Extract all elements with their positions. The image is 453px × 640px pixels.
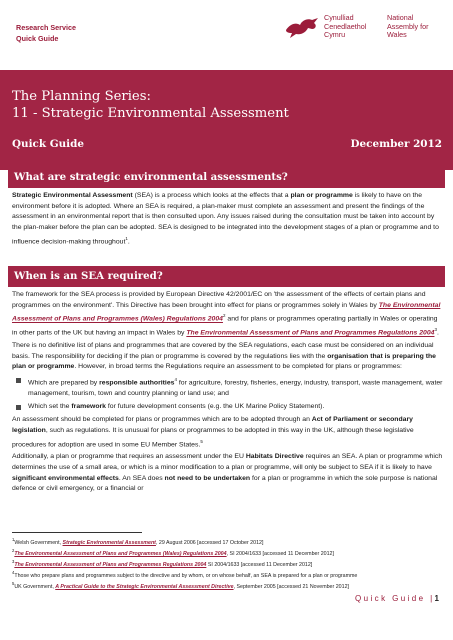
paragraph: The framework for the SEA process is provided by European Directive 42/2001/EC on 'the assessment of the effects of certain plans and programmes on the environment'. This Directive has been brought into effect for plans or programmes solely in Wales by The Environmental Assessment of Plans and Programmes (Wales) Regulations 2004$^2$ and for plans or programmes operating partially in Wales or operating in other parts of the UK but having an impact in Wales by The Environmental Assessment of Plans and Programmes Regulations 2004$^3$. [12,291,441,337]
document-header [0,0,453,64]
footnote-text: Those who prepare plans and programmes subject to the directive and by whom, or on whose behalf, an SEA is prepared for a plan or programme [14,572,358,579]
section-heading-when: When is an SEA required? [8,266,445,287]
footnote-divider [12,532,142,533]
paragraph: Strategic Environmental Assessment (SEA) is a process which looks at the effects that a plan or programme is likely to have on the environment before it is adopted. Where an SEA is required, a plan-maker must complete an assessment and present the findings of the assessment in an environmental report that is then consulted upon. Any issues raised during the consultation must be taken into account by the plan-maker before the plan can be adopted. SEA is designed to be integrated into the development stages of a plan or programme and to influence decision-making throughout$^1$. [12,192,439,246]
paragraph: An assessment should be completed for plans or programmes which are to be adopted through an Act of Parliament or secondary legislation, such as regulations. It is unusual for plans or programmes to be adopted in this way in the UK, although these legislative procedures for adoption are used in some EU Member States.$^5$ [12,416,414,449]
banner-quick-guide-label: Quick Guide [12,138,84,150]
header-service-label [16,22,76,44]
footnote-ref[interactable]: 3 [434,327,437,333]
footnote-number: 4 [12,569,15,575]
page-number: 1 [434,594,439,603]
document-title [12,88,289,122]
regulations-uk-link[interactable]: The Environmental Assessment of Plans and Programmes Regulations 2004 [186,329,435,337]
logo-english-name: National Assembly for Wales [387,13,429,40]
list-item: Which are prepared by responsible authorities$^4$ for agriculture, forestry, fisheries, energy, industry, transport, waste management, water management, tourism, town and country planning or land use; and [12,375,444,400]
footnote-text: , September 2005 [accessed 21 November 2012] [233,583,349,590]
criteria-list [12,375,444,412]
footnote-link[interactable]: A Practical Guide to the Strategic Environmental Assessment Directive [55,583,234,590]
footnote-text: UK Government, [14,583,56,590]
title-line-1: The Planning Series: [12,89,151,104]
regulations-wales-link[interactable]: The Environmental Assessment of Plans and Programmes (Wales) Regulations 2004 [12,301,441,323]
section-heading-what: What are strategic environmental assessments? [8,167,445,188]
footnote-ref[interactable]: 2 [222,313,226,319]
footnote-text: SI 2004/1633 [accessed 11 December 2012] [206,561,313,568]
footnote-item [12,547,442,558]
section-body-what [12,191,444,249]
section-body-when [12,290,444,497]
footnote-number: 5 [12,580,15,586]
banner-subline [12,138,442,150]
footnote-ref[interactable]: 5 [200,438,203,444]
footnote-number: 3 [12,558,15,564]
publication-date: December 2012 [350,138,442,150]
quick-guide-text: Quick Guide [16,34,59,43]
footnote-link[interactable]: The Environmental Assessment of Plans and Programmes Regulations 2004 [14,561,207,568]
footnote-item [12,580,442,591]
footnote-item [12,536,442,547]
research-service-text: Research Service [16,23,76,32]
footnote-item [12,558,442,569]
assembly-logo [284,14,444,50]
footnote-link[interactable]: The Environmental Assessment of Plans and Programmes (Wales) Regulations 2004 [14,550,227,557]
page-footer [355,594,439,603]
footnote-number: 1 [12,537,15,542]
paragraph: There is no definitive list of plans and programmes that are covered by the SEA regulations, each case must be considered on an individual basis. The responsibility for deciding if the plan or programme is covered by the regulations lies with the organisation that is preparing the plan or programme. However, in broad terms the Regulations require an assessment to be completed for plans or programmes: [12,341,436,371]
footer-separator: | [430,594,435,603]
title-line-2: 11 - Strategic Environmental Assessment [12,106,289,121]
logo-welsh-name: Cynulliad Cenedlaethol Cymru [324,13,367,40]
footnote-item [12,569,442,580]
footnote-ref[interactable]: 4 [174,376,177,382]
footnote-ref[interactable]: 1 [125,235,128,241]
footnote-text: , 29 August 2006 [accessed 17 October 2012] [155,539,264,546]
paragraph: Additionally, a plan or programme that requires an assessment under the EU Habitats Directive requires an SEA. A plan or programme which determines the use of a small area, or which is a minor modification to a plan or programme, will only be subject to SEA if it is likely to have significant environmental effects. An SEA does not need to be undertaken for a plan or programme in which the sole purpose is national defence or civil emergency, or a financial or [12,453,443,493]
footnote-link[interactable]: Strategic Environmental Assessment [62,539,156,546]
list-item: Which set the framework for future development consents (e.g. the UK Marine Policy Statement). [12,402,444,413]
footnotes [12,536,442,591]
footnote-number: 2 [12,547,15,553]
footer-label: Quick Guide [355,594,426,603]
footnote-text: , SI 2004/1633 [accessed 11 December 2012] [226,550,334,557]
footnote-text: Welsh Government, [14,539,63,546]
welsh-dragon-icon [284,16,320,40]
